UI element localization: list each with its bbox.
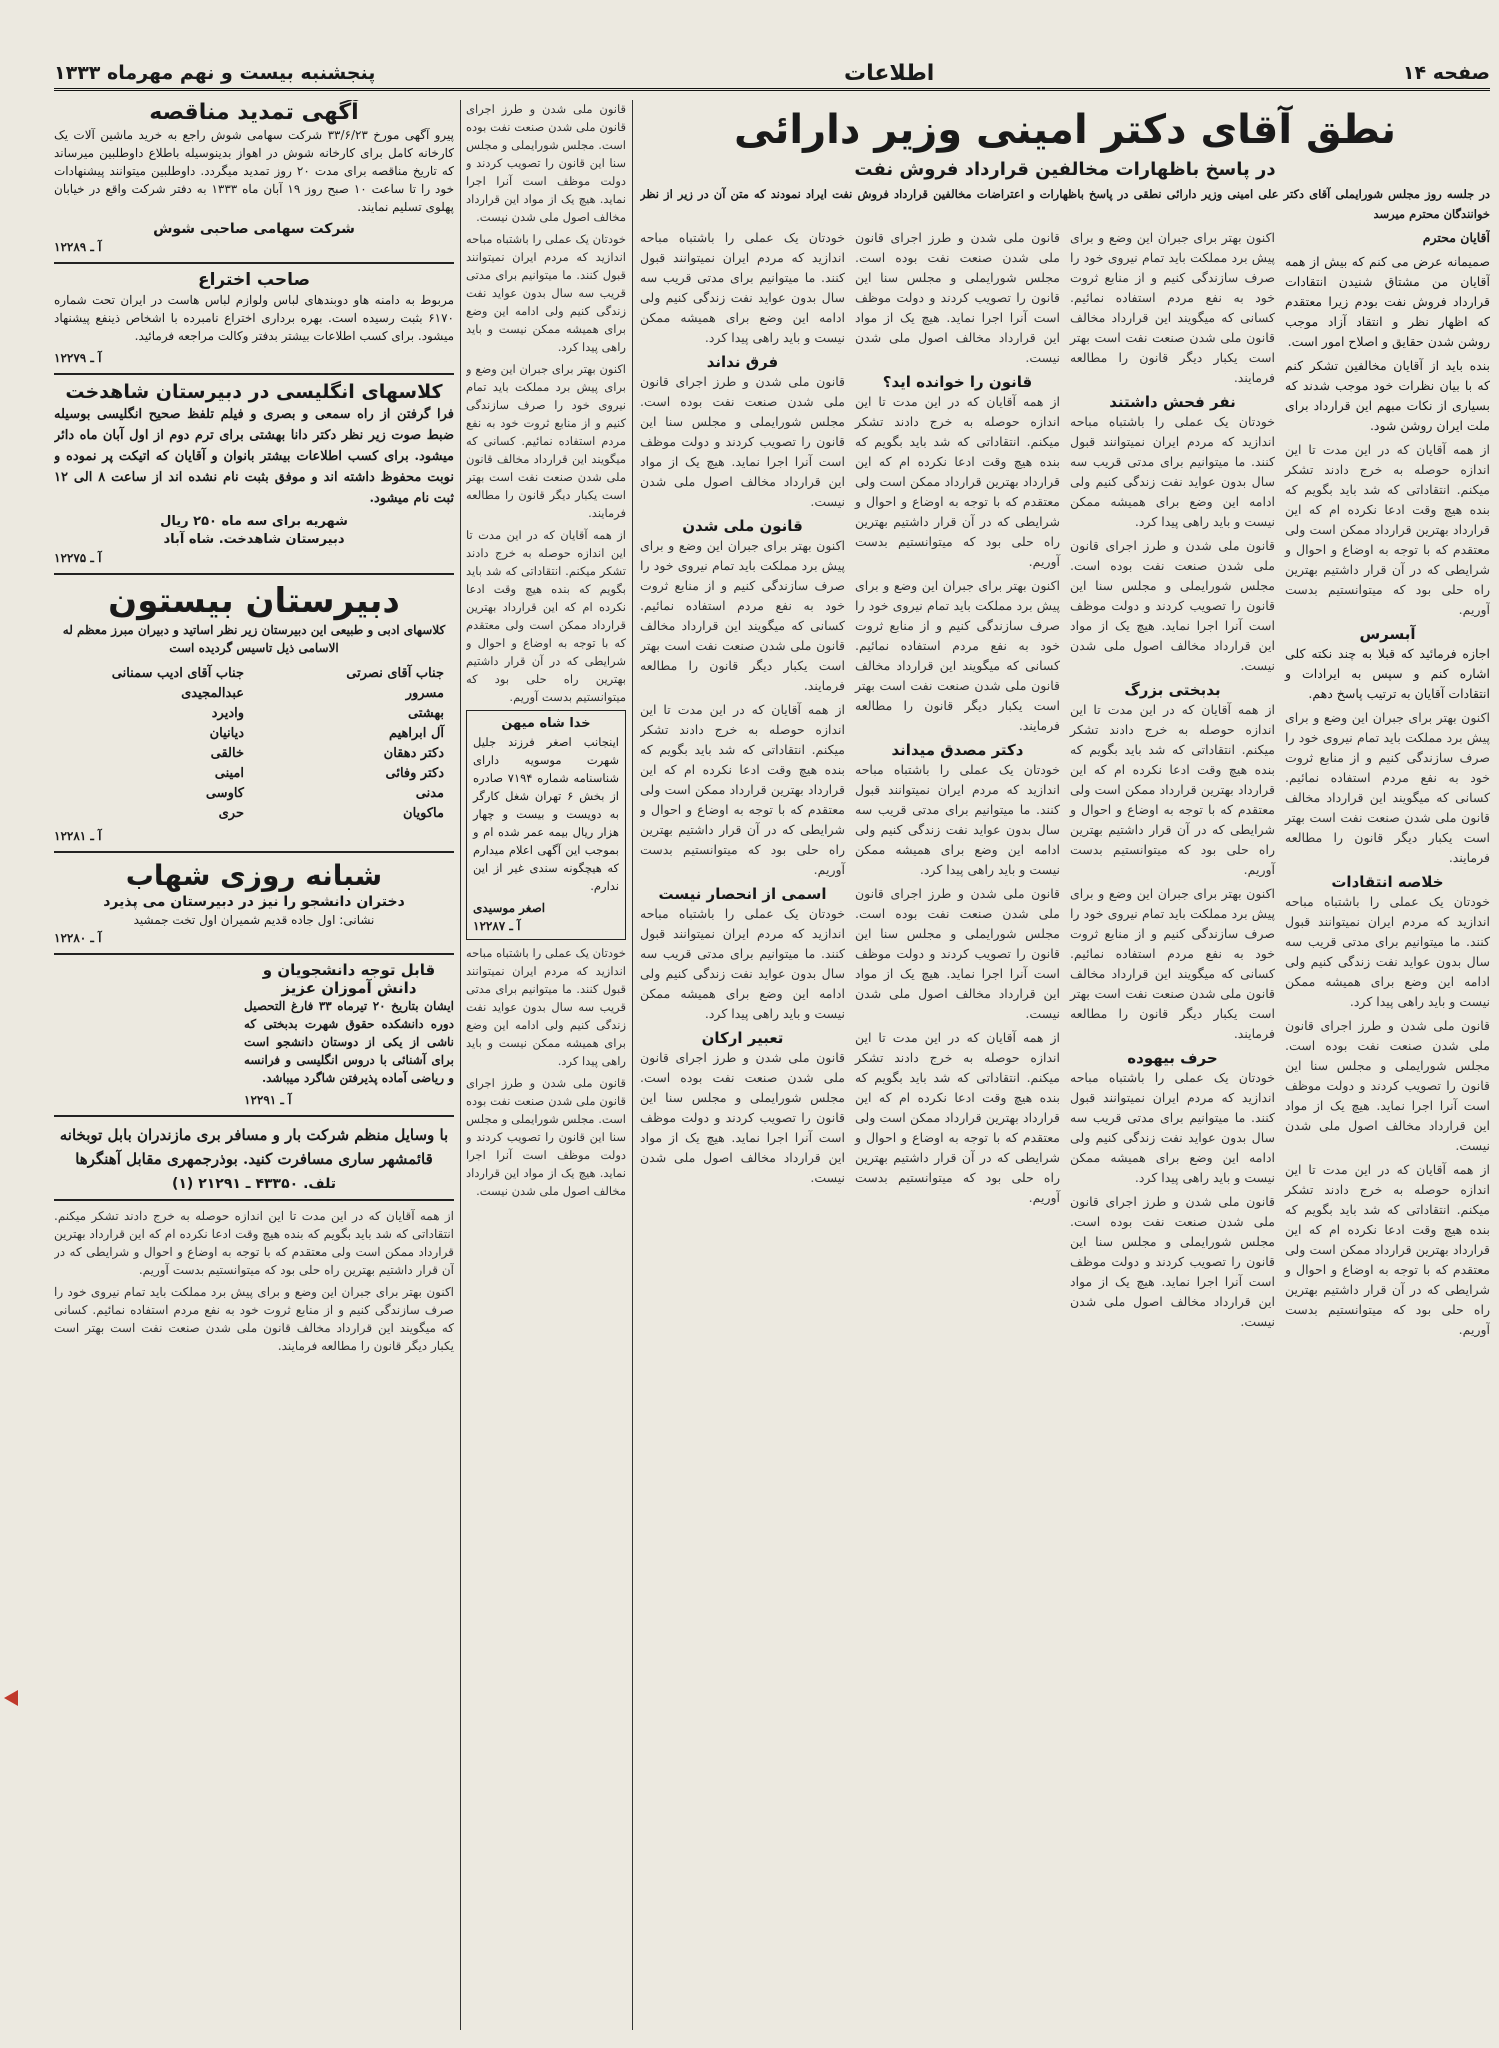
- paragraph: قانون ملی شدن و طرز اجرای قانون ملی شدن صنعت نفت بوده است. مجلس شورایملی و مجلس سنا این قانون را تصویب کردند و دولت موظف است آنرا اجرا نماید. هیچ یک از مواد این قرارداد مخالف اصول ملی شدن نیست.: [1070, 1194, 1275, 1329]
- section-head: فرق نداند: [706, 353, 779, 371]
- paragraph: خودتان یک عملی را باشتباه مباحه اندازید که مردم ایران نمیتوانند قبول کنند. ما میتوانیم برای مدتی قریب سه سال بدون عواید نفت زندگی کنیم ولی ادامه این وضع برای همیشه ممکن نیست و باید راهی پیدا کرد.: [640, 230, 845, 345]
- paragraph: اکنون بهتر برای جبران این وضع و برای پیش برد مملکت باید تمام نیروی خود را صرف سازندگی کنیم و از منابع ثروت خود به نفع مردم استفاده نمائیم. کسانی که میگویند این قرارداد مخالف قانون ملی شدن صنعت نفت است بهتر است یکبار دیگر قانون را مطالعه فرمایند.: [1070, 230, 1275, 385]
- paragraph: قانون ملی شدن و طرز اجرای قانون ملی شدن صنعت نفت بوده است. مجلس شورایملی و مجلس سنا این قانون را تصویب کردند و دولت موظف است آنرا اجرا نماید. هیچ یک از مواد این قرارداد مخالف اصول ملی شدن نیست.: [855, 230, 1060, 365]
- paragraph: خودتان یک عملی را باشتباه مباحه اندازید که مردم ایران نمیتوانند قبول کنند. ما میتوانیم برای مدتی قریب سه سال بدون عواید نفت زندگی کنیم ولی ادامه این وضع برای همیشه ممکن نیست و باید راهی پیدا کرد.: [855, 762, 1060, 877]
- divider: [54, 373, 454, 375]
- paragraph: اکنون بهتر برای جبران این وضع و برای پیش برد مملکت باید تمام نیروی خود را صرف سازندگی کنیم و از منابع ثروت خود به نفع مردم استفاده نمائیم. کسانی که میگویند این قرارداد مخالف قانون ملی شدن صنعت نفت است بهتر است یکبار دیگر قانون را مطالعه فرمایند.: [1285, 710, 1490, 865]
- paragraph: از همه آقایان که در این مدت تا این اندازه حوصله به خرج دادند تشکر میکنم. انتقاداتی که شد باید بگویم که بنده هیچ وقت ادعا نکرده ام که این قرارداد بهترین قرارداد ممکن است ولی معتقدم که با توجه به اوضاع و احوال و شرایطی که در آن قرار داشتیم بهترین راه حلی بود که میتوانستیم بدست آوریم.: [54, 1208, 454, 1277]
- article-column-1: [1285, 228, 1490, 1344]
- paragraph: اجازه فرمائید که قبلا به چند نکته کلی اشاره کنم و سپس به ایرادات و انتقادات آقایان به ترتیب پاسخ دهم.: [1285, 646, 1490, 701]
- ad-code: آ ـ ۱۲۲۷۵: [54, 550, 102, 565]
- section-head: قانون را خوانده اید؟: [882, 373, 1033, 391]
- teacher-name: دکتر وفائی: [385, 766, 444, 782]
- roster-heading-right: جناب آقای نصرتی: [346, 666, 444, 682]
- ad-fee: شهریه برای سه ماه ۲۵۰ ریال: [160, 513, 348, 529]
- transport-ad: [54, 1123, 454, 1193]
- teacher-name: دکتر دهقان: [383, 746, 444, 762]
- article-column-4: [640, 228, 845, 1344]
- teacher-name: ماکویان: [403, 806, 444, 822]
- ad-title: خدا شاه میهن: [501, 716, 591, 731]
- ad-code: آ ـ ۱۲۲۸۹: [54, 240, 102, 255]
- paragraph: قانون ملی شدن و طرز اجرای قانون ملی شدن صنعت نفت بوده است. مجلس شورایملی و مجلس سنا این قانون را تصویب کردند و دولت موظف است آنرا اجرا نماید. هیچ یک از مواد این قرارداد مخالف اصول ملی شدن نیست.: [640, 1050, 845, 1185]
- section-head: خلاصه انتقادات: [1331, 873, 1444, 891]
- paragraph: اکنون بهتر برای جبران این وضع و برای پیش برد مملکت باید تمام نیروی خود را صرف سازندگی کنیم و از منابع ثروت خود به نفع مردم استفاده نمائیم. کسانی که میگویند این قرارداد مخالف قانون ملی شدن صنعت نفت است بهتر است یکبار دیگر قانون را مطالعه فرمایند.: [640, 538, 845, 693]
- paragraph: از همه آقایان که در این مدت تا این اندازه حوصله به خرج دادند تشکر میکنم. انتقاداتی که شد باید بگویم که بنده هیچ وقت ادعا نکرده ام که این قرارداد بهترین قرارداد ممکن است ولی معتقدم که با توجه به اوضاع و احوال و شرایطی که در آن قرار داشتیم بهترین راه حلی بود که میتوانستیم بدست آوریم.: [1070, 702, 1275, 877]
- ad-title: آگهی تمدید مناقصه: [149, 100, 359, 125]
- paragraph: از همه آقایان که در این مدت تا این اندازه حوصله به خرج دادند تشکر میکنم. انتقاداتی که شد باید بگویم که بنده هیچ وقت ادعا نکرده ام که این قرارداد بهترین قرارداد ممکن است ولی معتقدم که با توجه به اوضاع و احوال و شرایطی که در آن قرار داشتیم بهترین راه حلی بود که میتوانستیم بدست آوریم.: [855, 394, 1060, 569]
- ad-subtitle: دختران دانشجو را نیز در دبیرستان می پذیرد: [103, 893, 405, 910]
- ad-text: مربوط به دامنه هاو دوبندهای لباس ولوازم لباس هاست در ایران تحت شماره ۶۱۷۰ بثبت رسیده است. بهره برداری اختراع نامبرده با اشخاص ذینفع پیشنهاد میشود. برای کسب اطلاعات بیشتر بدفتر وکالت مراجعه فرمائید.: [54, 292, 454, 343]
- teacher-name: امینی: [214, 766, 244, 782]
- masthead: [54, 58, 1490, 91]
- ad-text: اینجانب اصغر فرزند جلیل شهرت موسویه دارای شناسنامه شماره ۷۱۹۴ صادره از بخش ۶ تهران شغل کارگر به دویست و بیست و چهار هزار ریال بیمه عمر شده ام و بموجب این آگهی اعلام میدارم که هیچگونه سندی غیر از این ندارم.: [473, 735, 619, 893]
- paragraph: قانون ملی شدن و طرز اجرای قانون ملی شدن صنعت نفت بوده است. مجلس شورایملی و مجلس سنا این قانون را تصویب کردند و دولت موظف است آنرا اجرا نماید. هیچ یک از مواد این قرارداد مخالف اصول ملی شدن نیست.: [466, 102, 626, 224]
- ad-address: نشانی: اول جاده قدیم شمیران اول تخت جمشید: [133, 912, 375, 927]
- teacher-name: حری: [218, 806, 244, 822]
- section-head: حرف بیهوده: [1127, 1049, 1218, 1067]
- ad-code: آ ـ ۱۲۲۷۹: [54, 350, 102, 365]
- column-divider: [632, 100, 633, 2030]
- teacher-name: وادیرد: [211, 706, 244, 722]
- divider: [54, 573, 454, 575]
- teacher-name: خالقی: [210, 746, 244, 762]
- section-head: بدبختی بزرگ: [1124, 681, 1221, 699]
- paragraph: اکنون بهتر برای جبران این وضع و برای پیش برد مملکت باید تمام نیروی خود را صرف سازندگی کنیم و از منابع ثروت خود به نفع مردم استفاده نمائیم. کسانی که میگویند این قرارداد مخالف قانون ملی شدن صنعت نفت است بهتر است یکبار دیگر قانون را مطالعه فرمایند.: [466, 362, 626, 520]
- patent-ad: [54, 270, 454, 366]
- ad-title: دبیرستان بیستون: [108, 580, 400, 621]
- article-column-3: [855, 228, 1060, 1344]
- teacher-name: بهشتی: [408, 706, 444, 722]
- margin-arrow-icon: [4, 1690, 18, 1706]
- ad-title: شبانه روزی شهاب: [125, 859, 383, 893]
- paragraph: اکنون بهتر برای جبران این وضع و برای پیش برد مملکت باید تمام نیروی خود را صرف سازندگی کنیم و از منابع ثروت خود به نفع مردم استفاده نمائیم. کسانی که میگویند این قرارداد مخالف قانون ملی شدن صنعت نفت است بهتر است یکبار دیگر قانون را مطالعه فرمایند.: [54, 1284, 454, 1353]
- paragraph: قانون ملی شدن و طرز اجرای قانون ملی شدن صنعت نفت بوده است. مجلس شورایملی و مجلس سنا این قانون را تصویب کردند و دولت موظف است آنرا اجرا نماید. هیچ یک از مواد این قرارداد مخالف اصول ملی شدن نیست.: [640, 374, 845, 509]
- paper-name: اطلاعات: [843, 60, 935, 86]
- paragraph: خودتان یک عملی را باشتباه مباحه اندازید که مردم ایران نمیتوانند قبول کنند. ما میتوانیم برای مدتی قریب سه سال بدون عواید نفت زندگی کنیم ولی ادامه این وضع برای همیشه ممکن نیست و باید راهی پیدا کرد.: [1070, 1070, 1275, 1185]
- ad-text: ایشان بتاریخ ۲۰ تیرماه ۳۳ فارغ التحصیل دوره دانشکده حقوق شهرت بدبختی که ناشی از یکی از دوستان دانشجو است برای آشنائی با دروس انگلیسی و فرانسه و ریاضی آماده پذیرفتن شاگرد میباشد.: [244, 998, 454, 1085]
- issue-date: پنجشنبه بیست و نهم مهرماه ۱۳۳۳: [54, 62, 376, 84]
- ad-text: فرا گرفتن از راه سمعی و بصری و فیلم تلفظ صحیح انگلیسی بوسیله ضبط صوت زیر نظر دکتر دانا بهشتی برای ترم دوم از اول آبان ماه دائر میشود. برای کسب اطلاعات بیشتر بانوان و آقایان که اتیکت پر نموده و نوبت محفوظ داشته اند و موفق بثبت نام نشده اند از ساعت ۸ الی ۱۲ ثبت نام میشود.: [54, 406, 454, 506]
- teacher-name: مدنی: [415, 786, 444, 802]
- teacher-name: کاوسی: [205, 786, 244, 802]
- paragraph: قانون ملی شدن و طرز اجرای قانون ملی شدن صنعت نفت بوده است. مجلس شورایملی و مجلس سنا این قانون را تصویب کردند و دولت موظف است آنرا اجرا نماید. هیچ یک از مواد این قرارداد مخالف اصول ملی شدن نیست.: [466, 1076, 626, 1198]
- roster-heading-left: جناب آقای ادیب سمنانی: [111, 666, 244, 682]
- shahab-ad: [54, 859, 454, 947]
- ad-text: با وسایل منظم شرکت بار و مسافر بری مازندران بابل توبخانه قائمشهر ساری مسافرت کنید. بوذرجمهری مقابل آهنگرها: [59, 1125, 449, 1168]
- ad-signer: دبیرستان شاهدخت. شاه آباد: [163, 531, 345, 547]
- column-divider: [460, 100, 461, 2030]
- article-column-2: [1070, 228, 1275, 1344]
- paragraph: خودتان یک عملی را باشتباه مباحه اندازید که مردم ایران نمیتوانند قبول کنند. ما میتوانیم برای مدتی قریب سه سال بدون عواید نفت زندگی کنیم ولی ادامه این وضع برای همیشه ممکن نیست و باید راهی پیدا کرد.: [1070, 414, 1275, 529]
- paragraph: خودتان یک عملی را باشتباه مباحه اندازید که مردم ایران نمیتوانند قبول کنند. ما میتوانیم برای مدتی قریب سه سال بدون عواید نفت زندگی کنیم ولی ادامه این وضع برای همیشه ممکن نیست و باید راهی پیدا کرد.: [466, 946, 626, 1068]
- section-head: تعبیر ارکان: [701, 1029, 784, 1047]
- divider: [54, 262, 454, 264]
- teacher-name: آل ابراهیم: [388, 726, 444, 742]
- page-number: صفحه ۱۴: [1402, 62, 1490, 84]
- paragraph: خودتان یک عملی را باشتباه مباحه اندازید که مردم ایران نمیتوانند قبول کنند. ما میتوانیم برای مدتی قریب سه سال بدون عواید نفت زندگی کنیم ولی ادامه این وضع برای همیشه ممکن نیست و باید راهی پیدا کرد.: [1285, 894, 1490, 1009]
- ad-phone: تلف. ۴۳۳۵۰ ـ ۲۱۲۹۱ (۱): [171, 1175, 337, 1192]
- paragraph: از همه آقایان که در این مدت تا این اندازه حوصله به خرج دادند تشکر میکنم. انتقاداتی که شد باید بگویم که بنده هیچ وقت ادعا نکرده ام که این قرارداد بهترین قرارداد ممکن است ولی معتقدم که با توجه به اوضاع و احوال و شرایطی که در آن قرار داشتیم بهترین راه حلی بود که میتوانستیم بدست آوریم.: [466, 528, 626, 704]
- tender-ad: [54, 100, 454, 256]
- paragraph: خودتان یک عملی را باشتباه مباحه اندازید که مردم ایران نمیتوانند قبول کنند. ما میتوانیم برای مدتی قریب سه سال بدون عواید نفت زندگی کنیم ولی ادامه این وضع برای همیشه ممکن نیست و باید راهی پیدا کرد.: [640, 906, 845, 1021]
- salutation: آقایان محترم: [1422, 230, 1490, 245]
- teacher-name: دیانیان: [209, 726, 244, 742]
- condolence-ad: [466, 710, 626, 940]
- teacher-name: عبدالمجیدی: [181, 686, 244, 702]
- ad-title: صاحب اختراع: [197, 270, 310, 291]
- section-head: دکتر مصدق میداند: [891, 741, 1024, 759]
- teacher-name: مسرور: [405, 686, 444, 702]
- section-head: قانون ملی شدن: [682, 517, 803, 535]
- paragraph: قانون ملی شدن و طرز اجرای قانون ملی شدن صنعت نفت بوده است. مجلس شورایملی و مجلس سنا این قانون را تصویب کردند و دولت موظف است آنرا اجرا نماید. هیچ یک از مواد این قرارداد مخالف اصول ملی شدن نیست.: [855, 886, 1060, 1021]
- paragraph: از همه آقایان که در این مدت تا این اندازه حوصله به خرج دادند تشکر میکنم. انتقاداتی که شد باید بگویم که بنده هیچ وقت ادعا نکرده ام که این قرارداد بهترین قرارداد ممکن است ولی معتقدم که با توجه به اوضاع و احوال و شرایطی که در آن قرار داشتیم بهترین راه حلی بود که میتوانستیم بدست آوریم.: [855, 1030, 1060, 1205]
- bistoun-ad: [54, 581, 454, 846]
- article-subheadline: در پاسخ باظهارات مخالفین قرارداد فروش نفت: [854, 159, 1276, 180]
- ad-code: آ ـ ۱۲۲۸۱: [54, 829, 102, 844]
- article-intro: در جلسه روز مجلس شورایملی آقای دکتر علی امینی وزیر دارائی نطقی در پاسخ باظهارات و اعتراضات مخالفین قرارداد فروش نفت ایراد نمودند که متن آن در زیر از نظر خوانندگان محترم میرسد: [640, 187, 1490, 221]
- paragraph: اکنون بهتر برای جبران این وضع و برای پیش برد مملکت باید تمام نیروی خود را صرف سازندگی کنیم و از منابع ثروت خود به نفع مردم استفاده نمائیم. کسانی که میگویند این قرارداد مخالف قانون ملی شدن صنعت نفت است بهتر است یکبار دیگر قانون را مطالعه فرمایند.: [1070, 886, 1275, 1041]
- section-head: آبسرس: [1359, 625, 1416, 643]
- ad-title: قابل توجه دانشجویان و دانش آموزان عزیز: [262, 960, 436, 997]
- ad-subtitle: کلاسهای ادبی و طبیعی این دبیرستان زیر نظر اساتید و دبیران مبرز معظم له الاسامی ذیل تاسیس گردیده است: [62, 623, 446, 656]
- divider: [54, 1115, 454, 1117]
- ad-text: پیرو آگهی مورخ ۳۳/۶/۲۳ شرکت سهامی شوش راجع به خرید ماشین آلات یک کارخانه کامل برای کارخانه شوش در اهواز بدینوسیله باطلاع داوطلبین میرساند که تاریخ مناقصه برای مدت ۲۰ روز تمدید میگردد. داوطلبین میتوانند پیشنهادات خود را تا ساعت ۱۰ صبح روز ۱۹ آبان ماه ۱۳۳۳ به دفتر شرکت واقع در خیابان پهلوی تسلیم نمایند.: [54, 128, 454, 215]
- paragraph: از همه آقایان که در این مدت تا این اندازه حوصله به خرج دادند تشکر میکنم. انتقاداتی که شد باید بگویم که بنده هیچ وقت ادعا نکرده ام که این قرارداد بهترین قرارداد ممکن است ولی معتقدم که با توجه به اوضاع و احوال و شرایطی که در آن قرار داشتیم بهترین راه حلی بود که میتوانستیم بدست آوریم.: [1285, 1162, 1490, 1337]
- section-head: نفر فحش داشتند: [1109, 393, 1236, 411]
- paragraph: از همه آقایان که در این مدت تا این اندازه حوصله به خرج دادند تشکر میکنم. انتقاداتی که شد باید بگویم که بنده هیچ وقت ادعا نکرده ام که این قرارداد بهترین قرارداد ممکن است ولی معتقدم که با توجه به اوضاع و احوال و شرایطی که در آن قرار داشتیم بهترین راه حلی بود که میتوانستیم بدست آوریم.: [640, 702, 845, 877]
- teacher-roster: [54, 661, 454, 827]
- middle-column: [466, 100, 626, 2030]
- section-head: اسمی از انحصار نیست: [658, 885, 827, 903]
- ad-code: آ ـ ۱۲۲۸۷: [473, 919, 521, 933]
- ad-code: آ ـ ۱۲۲۹۱: [244, 1092, 292, 1107]
- ad-signer: اصغر موسیدی: [473, 901, 546, 915]
- ad-title: کلاسهای انگلیسی در دبیرستان شاهدخت: [65, 380, 443, 403]
- english-classes-ad: [54, 381, 454, 567]
- divider: [54, 1199, 454, 1201]
- paragraph: بنده باید از آقایان مخالفین تشکر کنم که با بیان نظرات خود موجب شدند که بسیاری از نکات مبهم این قرارداد برای ملت ایران روشن شود.: [1285, 358, 1490, 433]
- main-article: [640, 100, 1490, 2030]
- paragraph: قانون ملی شدن و طرز اجرای قانون ملی شدن صنعت نفت بوده است. مجلس شورایملی و مجلس سنا این قانون را تصویب کردند و دولت موظف است آنرا اجرا نماید. هیچ یک از مواد این قرارداد مخالف اصول ملی شدن نیست.: [1070, 538, 1275, 673]
- article-headline: نطق آقای دکتر امینی وزیر دارائی: [733, 107, 1397, 153]
- paragraph: قانون ملی شدن و طرز اجرای قانون ملی شدن صنعت نفت بوده است. مجلس شورایملی و مجلس سنا این قانون را تصویب کردند و دولت موظف است آنرا اجرا نماید. هیچ یک از مواد این قرارداد مخالف اصول ملی شدن نیست.: [1285, 1018, 1490, 1153]
- paragraph: خودتان یک عملی را باشتباه مباحه اندازید که مردم ایران نمیتوانند قبول کنند. ما میتوانیم برای مدتی قریب سه سال بدون عواید نفت زندگی کنیم ولی ادامه این وضع برای همیشه ممکن نیست و باید راهی پیدا کرد.: [466, 232, 626, 354]
- students-notice-ad: [244, 961, 454, 1109]
- paragraph: صمیمانه عرض می کنم که بیش از همه آقایان من مشتاق شنیدن انتقادات قرارداد فروش نفت بودم زیرا معتقدم که اظهار نظر و انتقاد آزاد موجب روشن شدن حقایق و اصلاح امور است.: [1285, 254, 1490, 349]
- ads-column: [54, 100, 454, 2030]
- divider: [54, 851, 454, 853]
- ad-signer: شرکت سهامی صاحبی شوش: [153, 221, 355, 238]
- ad-code: آ ـ ۱۲۲۸۰: [54, 930, 102, 945]
- paragraph: از همه آقایان که در این مدت تا این اندازه حوصله به خرج دادند تشکر میکنم. انتقاداتی که شد باید بگویم که بنده هیچ وقت ادعا نکرده ام که این قرارداد بهترین قرارداد ممکن است ولی معتقدم که با توجه به اوضاع و احوال و شرایطی که در آن قرار داشتیم بهترین راه حلی بود که میتوانستیم بدست آوریم.: [1285, 442, 1490, 617]
- paragraph: اکنون بهتر برای جبران این وضع و برای پیش برد مملکت باید تمام نیروی خود را صرف سازندگی کنیم و از منابع ثروت خود به نفع مردم استفاده نمائیم. کسانی که میگویند این قرارداد مخالف قانون ملی شدن صنعت نفت است بهتر است یکبار دیگر قانون را مطالعه فرمایند.: [855, 578, 1060, 733]
- divider: [54, 953, 454, 955]
